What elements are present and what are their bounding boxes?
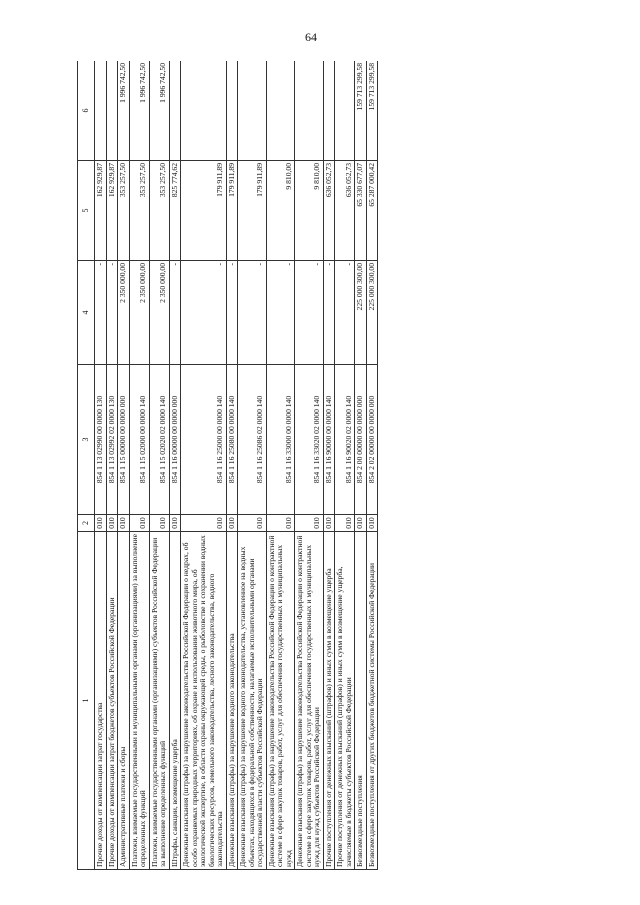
row-name-cell: Денежные взыскания (штрафы) за нарушение водного законодательства, установленное на водных объектах, находящихся в федеральной собственности, налагаемые исполнительными органами государственной власти субъектов Российской Федерации xyxy=(238,532,267,870)
row-name-cell: Платежи, взимаемые государственными органами (организациями) субъектов Российской Федерации за выполнение определенных функций xyxy=(149,532,169,870)
column-header-4: 4 xyxy=(78,261,95,365)
row-line-code-cell: 010 xyxy=(355,515,367,532)
row-income-code-cell: 854 1 15 00000 00 0000 000 xyxy=(118,365,130,515)
row-unexecuted-cell xyxy=(266,61,295,161)
row-unexecuted-cell xyxy=(323,61,335,161)
rotated-page-content xyxy=(77,61,590,870)
table-row xyxy=(295,61,324,870)
row-line-code-cell: 010 xyxy=(169,515,181,532)
table-body xyxy=(78,61,378,870)
row-approved-cell: - xyxy=(335,261,355,365)
row-income-code-cell: 854 1 16 90020 02 0000 140 xyxy=(335,365,355,515)
row-unexecuted-cell: 1 996 742,50 xyxy=(149,61,169,161)
row-unexecuted-cell xyxy=(106,61,118,161)
row-income-code-cell: 854 2 00 00000 00 0000 000 xyxy=(355,365,367,515)
row-income-code-cell: 854 1 16 25086 02 0000 140 xyxy=(238,365,267,515)
row-line-code-cell: 010 xyxy=(118,515,130,532)
row-executed-cell: 179 911,89 xyxy=(226,161,238,261)
row-approved-cell: - xyxy=(181,261,227,365)
table-row xyxy=(95,61,107,870)
row-name-cell: Прочие доходы от компенсации затрат государства xyxy=(95,532,107,870)
row-name-cell: Штрафы, санкции, возмещение ущерба xyxy=(169,532,181,870)
table-row xyxy=(181,61,227,870)
table-row xyxy=(169,61,181,870)
row-name-cell: Безвозмездные поступления от других бюджетов бюджетной системы Российской Федерации xyxy=(366,532,378,870)
row-executed-cell: 353 257,50 xyxy=(129,161,149,261)
row-line-code-cell: 010 xyxy=(295,515,324,532)
row-unexecuted-cell xyxy=(181,61,227,161)
row-name-cell: Прочие доходы от компенсации затрат бюджетов субъектов Российской Федерации xyxy=(106,532,118,870)
row-income-code-cell: 854 1 16 90000 00 0000 140 xyxy=(323,365,335,515)
row-line-code-cell: 010 xyxy=(95,515,107,532)
row-executed-cell: 179 911,89 xyxy=(238,161,267,261)
row-line-code-cell: 010 xyxy=(106,515,118,532)
row-unexecuted-cell: 159 713 299,58 xyxy=(355,61,367,161)
row-executed-cell: 636 052,73 xyxy=(335,161,355,261)
row-approved-cell: - xyxy=(106,261,118,365)
row-income-code-cell: 854 1 16 33000 00 0000 140 xyxy=(266,365,295,515)
row-name-cell: Денежные взыскания (штрафы) за нарушение законодательства Российской Федерации о контрактной системе в сфере закупок товаров, работ, услуг для обеспечения государственных и муниципальных нужд для нужд субъектов Российской Федерации xyxy=(295,532,324,870)
row-name-cell: Денежные взыскания (штрафы) за нарушение водного законодательства xyxy=(226,532,238,870)
row-income-code-cell: 854 1 13 02990 00 0000 130 xyxy=(95,365,107,515)
row-line-code-cell: 010 xyxy=(226,515,238,532)
table-row xyxy=(226,61,238,870)
row-income-code-cell: 854 1 15 02020 02 0000 140 xyxy=(149,365,169,515)
row-line-code-cell: 010 xyxy=(181,515,227,532)
row-name-cell: Безвозмездные поступления xyxy=(355,532,367,870)
row-approved-cell: 2 350 000,00 xyxy=(118,261,130,365)
column-header-1: 1 xyxy=(78,532,95,870)
row-income-code-cell: 854 1 16 25000 00 0000 140 xyxy=(181,365,227,515)
row-approved-cell: - xyxy=(169,261,181,365)
row-executed-cell: 65 287 000,42 xyxy=(366,161,378,261)
row-executed-cell: 636 052,73 xyxy=(323,161,335,261)
row-executed-cell: 179 911,89 xyxy=(181,161,227,261)
column-header-3: 3 xyxy=(78,365,95,515)
table-row xyxy=(238,61,267,870)
row-executed-cell: 353 257,50 xyxy=(118,161,130,261)
row-line-code-cell: 010 xyxy=(238,515,267,532)
row-executed-cell: 9 810,00 xyxy=(295,161,324,261)
row-name-cell: Денежные взыскания (штрафы) за нарушение законодательства Российской Федерации о контрактной системе в сфере закупок товаров, работ, услуг для обеспечения государственных и муниципальных нужд xyxy=(266,532,295,870)
rotated-table-area xyxy=(77,61,590,870)
table-row xyxy=(366,61,378,870)
row-executed-cell: 162 929,87 xyxy=(95,161,107,261)
row-name-cell: Административные платежи и сборы xyxy=(118,532,130,870)
table-row xyxy=(106,61,118,870)
row-unexecuted-cell xyxy=(226,61,238,161)
row-income-code-cell: 854 1 13 02992 02 0000 130 xyxy=(106,365,118,515)
table-row xyxy=(335,61,355,870)
table-row xyxy=(355,61,367,870)
row-line-code-cell: 010 xyxy=(129,515,149,532)
row-approved-cell: - xyxy=(295,261,324,365)
row-line-code-cell: 010 xyxy=(149,515,169,532)
row-approved-cell: - xyxy=(95,261,107,365)
row-income-code-cell: 854 1 16 33020 02 0000 140 xyxy=(295,365,324,515)
table-row xyxy=(118,61,130,870)
column-header-6: 6 xyxy=(78,61,95,161)
row-income-code-cell: 854 1 16 00000 00 0000 000 xyxy=(169,365,181,515)
row-unexecuted-cell xyxy=(169,61,181,161)
row-unexecuted-cell: 1 996 742,50 xyxy=(129,61,149,161)
column-header-5: 5 xyxy=(78,161,95,261)
row-line-code-cell: 010 xyxy=(335,515,355,532)
row-executed-cell: 9 810,00 xyxy=(266,161,295,261)
row-approved-cell: 2 350 000,00 xyxy=(129,261,149,365)
table-row xyxy=(129,61,149,870)
table-header-row xyxy=(78,61,95,870)
row-line-code-cell: 010 xyxy=(366,515,378,532)
row-name-cell: Прочие поступления от денежных взысканий (штрафов) и иных сумм в возмещение ущерба, зачисляемые в бюджеты субъектов Российской Федерации xyxy=(335,532,355,870)
table-row xyxy=(323,61,335,870)
table-row xyxy=(266,61,295,870)
row-unexecuted-cell xyxy=(295,61,324,161)
row-approved-cell: - xyxy=(266,261,295,365)
table-row xyxy=(149,61,169,870)
row-income-code-cell: 854 1 16 25080 00 0000 140 xyxy=(226,365,238,515)
row-approved-cell: 2 350 000,00 xyxy=(149,261,169,365)
row-income-code-cell: 854 2 02 00000 00 0000 000 xyxy=(366,365,378,515)
row-approved-cell: - xyxy=(226,261,238,365)
row-name-cell: Прочие поступления от денежных взысканий (штрафов) и иных сумм в возмещение ущерба xyxy=(323,532,335,870)
row-unexecuted-cell xyxy=(238,61,267,161)
row-approved-cell: - xyxy=(238,261,267,365)
row-line-code-cell: 010 xyxy=(266,515,295,532)
row-unexecuted-cell xyxy=(95,61,107,161)
page-number: 64 xyxy=(305,30,317,44)
row-unexecuted-cell: 1 996 742,50 xyxy=(118,61,130,161)
row-executed-cell: 353 257,50 xyxy=(149,161,169,261)
budget-revenue-table xyxy=(77,61,378,870)
row-unexecuted-cell: 159 713 299,58 xyxy=(366,61,378,161)
row-executed-cell: 162 929,87 xyxy=(106,161,118,261)
row-approved-cell: - xyxy=(323,261,335,365)
row-name-cell: Платежи, взимаемые государственными и муниципальными органами (организациями) за выполнение определенных функций xyxy=(129,532,149,870)
row-approved-cell: 225 000 300,00 xyxy=(355,261,367,365)
row-line-code-cell: 010 xyxy=(323,515,335,532)
column-header-2: 2 xyxy=(78,515,95,532)
row-income-code-cell: 854 1 15 02000 00 0000 140 xyxy=(129,365,149,515)
row-approved-cell: 225 000 300,00 xyxy=(366,261,378,365)
row-unexecuted-cell xyxy=(335,61,355,161)
row-executed-cell: 65 330 677,07 xyxy=(355,161,367,261)
row-name-cell: Денежные взыскания (штрафы) за нарушение законодательства Российской Федерации о недрах, об особо охраняемых природных территориях, об охране и использовании животного мира, об экологической экспертизе, в области охраны окружающей среды, о рыболовстве и сохранении водных биологических ресурсов, земельного законодательства, лесного законодательства, водного законодательства xyxy=(181,532,227,870)
row-executed-cell: 825 774,62 xyxy=(169,161,181,261)
